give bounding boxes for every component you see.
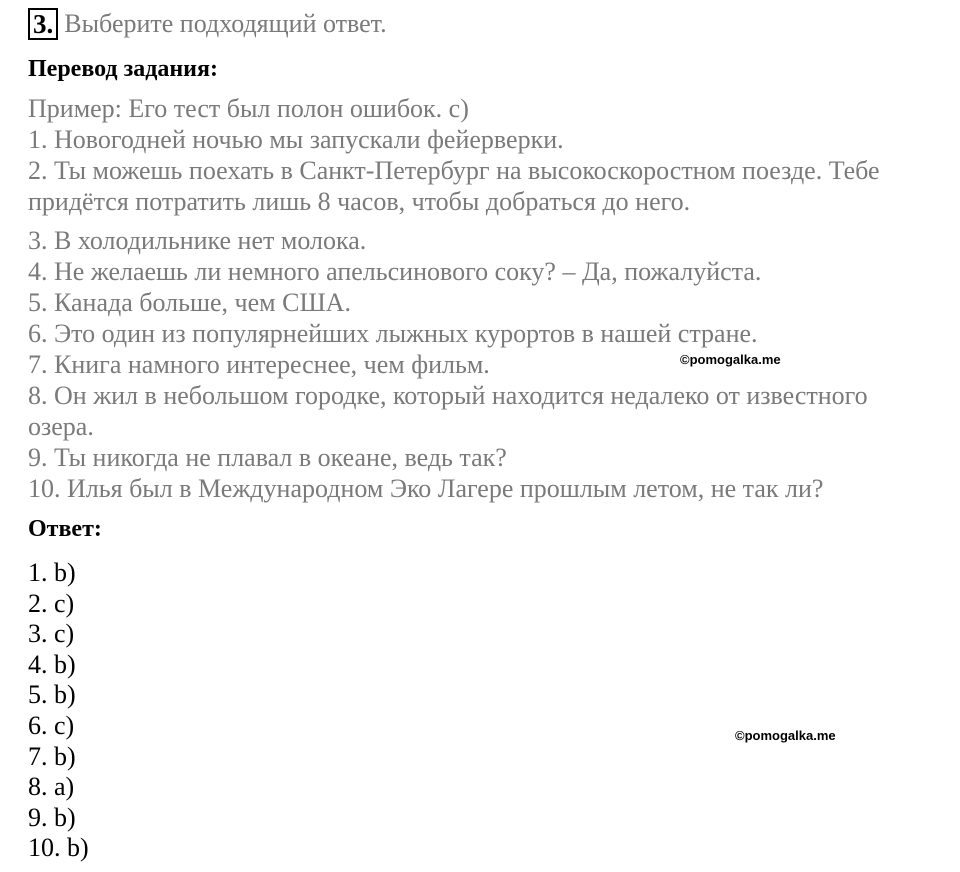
watermark: ©pomogalka.me: [735, 728, 836, 743]
watermark: ©pomogalka.me: [680, 352, 781, 367]
answer-item: 4. b): [28, 649, 76, 679]
task-number: 3.: [28, 8, 58, 40]
translation-item: 6. Это один из популярнейших лыжных курортов в нашей стране.: [28, 319, 758, 348]
answer-item: 3. c): [28, 619, 75, 649]
answer-heading: Ответ:: [28, 516, 102, 542]
task-instruction: Выберите подходящий ответ.: [64, 9, 387, 38]
translation-item: 4. Не желаешь ли немного апельсинового соку? – Да, пожалуйста.: [28, 257, 762, 286]
answer-item: 6. c): [28, 710, 75, 740]
answer-item: 10. b): [28, 833, 89, 863]
translation-block: [28, 93, 938, 504]
answer-list: [28, 558, 89, 864]
translation-item: 1. Новогодней ночью мы запускали фейерверки.: [28, 125, 564, 154]
translation-example: Пример: Его тест был полон ошибок. с): [28, 94, 469, 123]
translation-item: 9. Ты никогда не плавал в океане, ведь так?: [28, 443, 507, 472]
answer-item: 9. b): [28, 802, 76, 832]
answer-item: 1. b): [28, 558, 76, 587]
translation-item: 3. В холодильнике нет молока.: [28, 226, 367, 255]
answer-item: 8. a): [28, 772, 75, 802]
translation-item: 2. Ты можешь поехать в Санкт-Петербург на высокоскоростном поезде. Тебе придётся потратить лишь 8 часов, чтобы добраться до него.: [28, 156, 880, 216]
answer-item: 7. b): [28, 741, 76, 771]
translation-heading: Перевод задания:: [28, 56, 218, 82]
translation-item: 8. Он жил в небольшом городке, который находится недалеко от известного озера.: [28, 381, 868, 441]
translation-item: 10. Илья был в Международном Эко Лагере прошлым летом, не так ли?: [28, 474, 824, 503]
task-header: [28, 7, 387, 41]
translation-item: 5. Канада больше, чем США.: [28, 288, 351, 317]
answer-item: 2. c): [28, 588, 75, 618]
answer-item: 5. b): [28, 680, 76, 710]
translation-item: 7. Книга намного интереснее, чем фильм.: [28, 350, 490, 379]
